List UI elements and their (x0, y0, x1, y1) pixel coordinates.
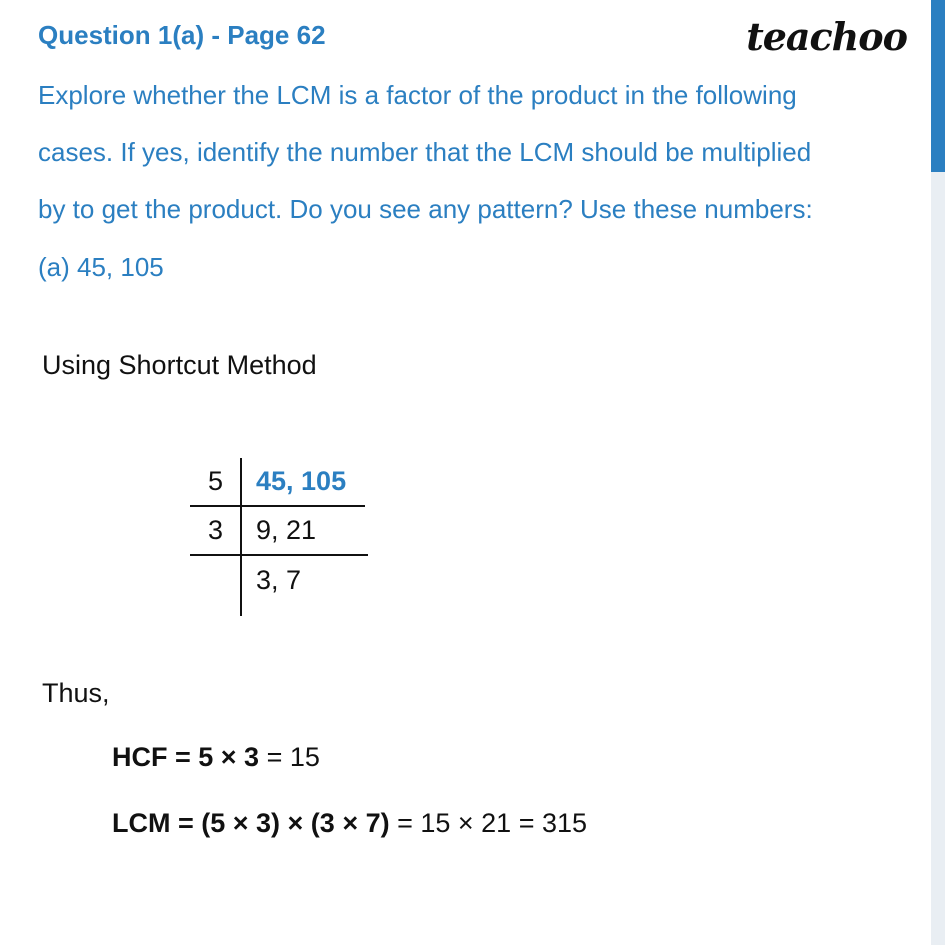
dividend-1: 45, 105 (256, 466, 347, 496)
hcf-result: = 15 (259, 742, 320, 772)
question-line-1: Explore whether the LCM is a factor of the product in the following (38, 80, 797, 110)
lcm-expression: LCM = (5 × 3) × (3 × 7) (112, 808, 390, 838)
accent-bar (931, 0, 945, 172)
division-table (190, 458, 370, 618)
divisor-1: 5 (208, 466, 224, 496)
question-line-4: (a) 45, 105 (38, 252, 164, 282)
scroll-track (931, 172, 945, 945)
dividend-2: 9, 21 (256, 515, 317, 545)
divisor-2: 3 (208, 515, 224, 545)
lcm-line (112, 808, 587, 839)
thus-label: Thus, (42, 678, 110, 708)
division-rule-2 (190, 554, 368, 556)
method-label: Using Shortcut Method (42, 350, 317, 380)
hcf-expression: HCF = 5 × 3 (112, 742, 260, 772)
lcm-result: = 15 × 21 = 315 (389, 808, 588, 838)
division-rule-1 (190, 505, 365, 507)
question-line-2: cases. If yes, identify the number that the LCM should be multiplied (38, 137, 812, 167)
hcf-line (112, 742, 320, 773)
brand-logo: teachoo (746, 14, 907, 59)
question-title: Question 1(a) - Page 62 (38, 20, 326, 50)
division-vertical-line (240, 458, 242, 616)
dividend-3: 3, 7 (256, 565, 302, 595)
question-line-3: by to get the product. Do you see any pattern? Use these numbers: (38, 194, 813, 224)
